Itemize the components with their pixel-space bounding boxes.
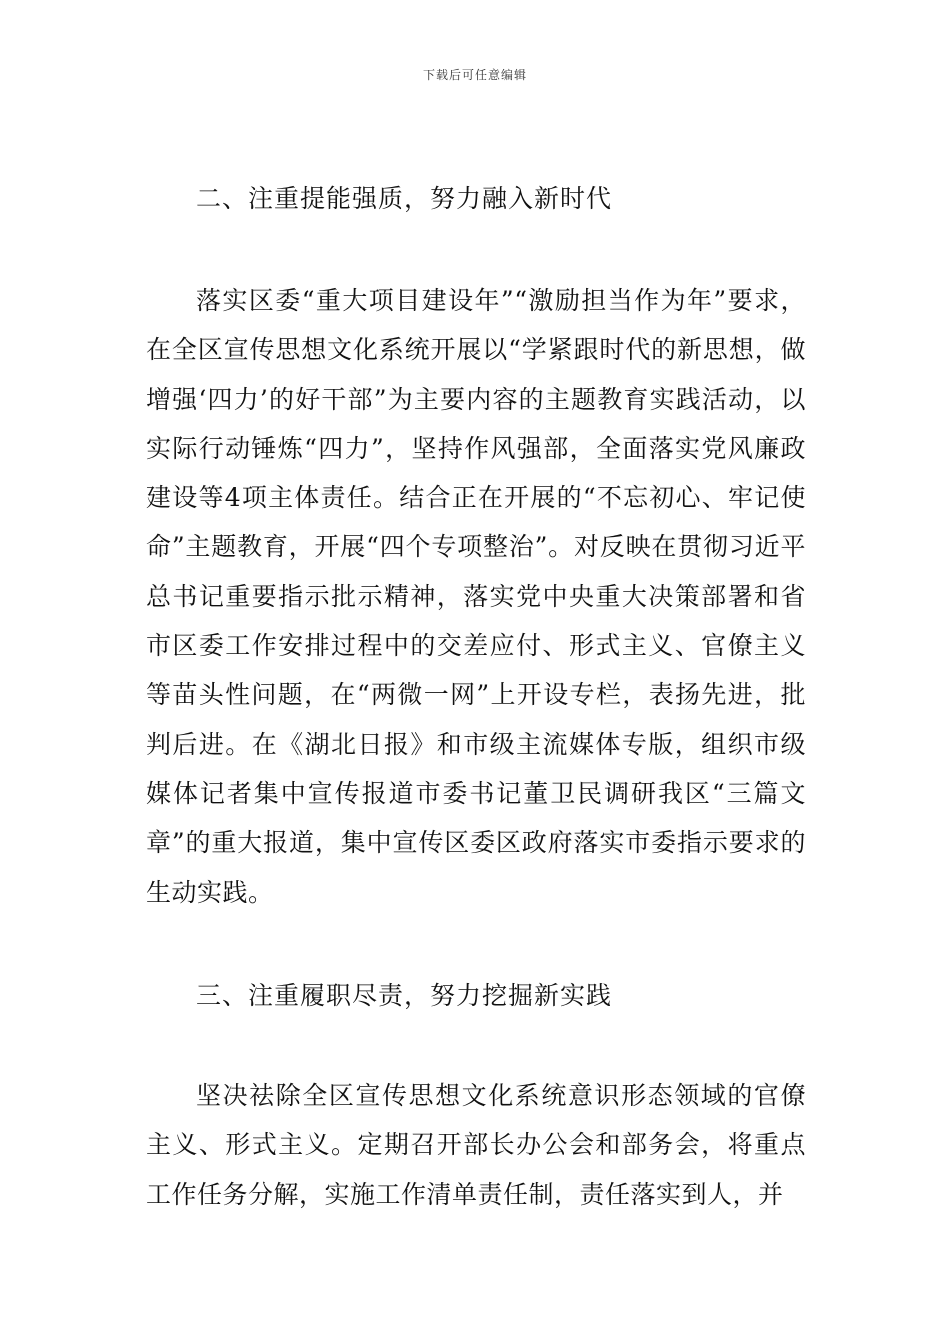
- section-paragraph-2: 落实区委“重大项目建设年”“激励担当作为年”要求，在全区宣传思想文化系统开展以“学紧跟时代的新思想，做增强‘四力’的好干部”为主要内容的主题教育实践活动，以实际行动锤炼“四力”，坚持作风强部，全面落实党风廉政建设等4项主体责任。结合正在开展的“不忘初心、牢记使命”主题教育，开展“四个专项整治”。对反映在贯彻习近平总书记重要指示批示精神，落实党中央重大决策部署和省市区委工作安排过程中的交差应付、形式主义、官僚主义等苗头性问题，在“两微一网”上开设专栏，表扬先进，批判后进。在《湖北日报》和市级主流媒体专版，组织市级媒体记者集中宣传报道市委书记董卫民调研我区“三篇文章”的重大报道，集中宣传区委区政府落实市委指示要求的生动实践。: [146, 286, 806, 907]
- section-heading-3: 三、注重履职尽责，努力挖掘新实践: [196, 981, 613, 1010]
- header-note: 下载后可任意编辑: [422, 68, 527, 82]
- section-heading-2: 二、注重提能强质，努力融入新时代: [196, 184, 613, 213]
- section-paragraph-3: 坚决祛除全区宣传思想文化系统意识形态领域的官僚主义、形式主义。定期召开部长办公会和部务会，将重点工作任务分解，实施工作清单责任制，责任落实到人，并: [146, 1081, 806, 1209]
